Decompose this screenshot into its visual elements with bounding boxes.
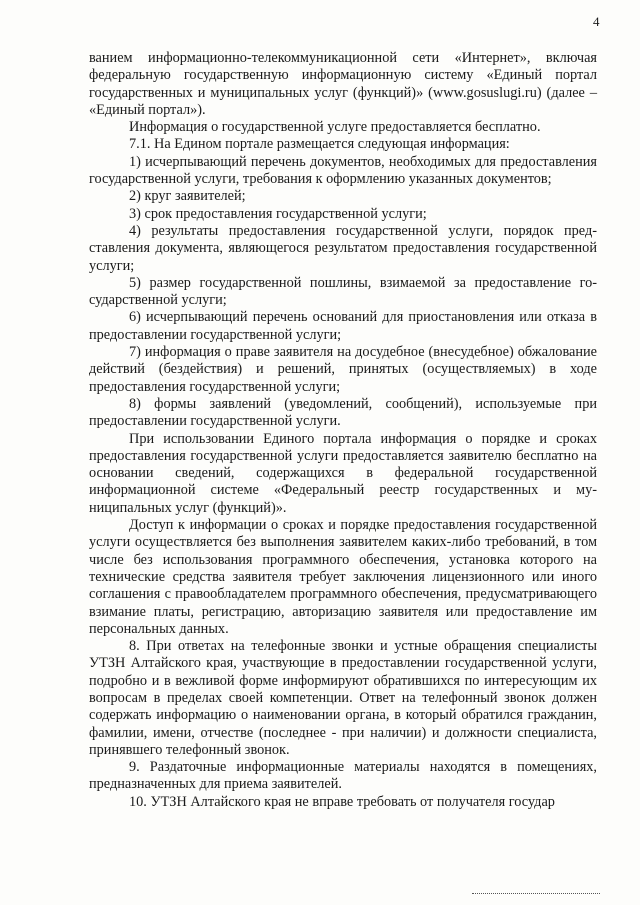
paragraph-10: 10. УТЗН Алтайского края не вправе требовать от получателя государ	[129, 793, 555, 810]
list-item-8: 8) формы заявлений (уведомлений, сообщений), используемые при предоставлении государственной услуги.	[89, 395, 597, 430]
list-item-6: 6) исчерпывающий перечень оснований для приостановления или отказа в предоставлении государственной услуги;	[89, 309, 597, 343]
paragraph-access: Доступ к информации о сроках и порядке предоставления государственной услуги осуществляется без выполнения заявителем каких-либо требований, в том числе без использования программного обеспечения, установка которого на технические средства заявителя требует заключения лицензионного или иного соглашения с правообладателем программного обеспечения, предусматривающего взимание платы, регистрацию, авторизацию заявителя или предоставление им персональных данных.	[89, 517, 597, 637]
list-item-1: 1) исчерпывающий перечень документов, необходимых для предоставления государственной услуги, требования к оформлению указанных документов;	[89, 153, 597, 188]
list-item-5: 5) размер государственной пошлины, взимаемой за предоставление государственной услуги;	[89, 274, 597, 309]
paragraph-8: 8. При ответах на телефонные звонки и устные обращения специалисты УТЗН Алтайского края, участвующие в предоставлении государственной услуги, подробно и в вежливой форме информируют обратившихся по интересующим их вопросам в пределах своей компетенции. Ответ на телефонный звонок должен содержать информацию о наименовании органа, в который обратился гражданин, фамилии, имени, отчестве (последнее - при наличии) и должности специалиста, принявшего телефонный звонок.	[89, 638, 597, 758]
document-body	[89, 50, 597, 811]
paragraph-continuation: ванием информационно-телекоммуникационной сети «Интернет», включая федеральную государственную информационную систему «Единый портал государственных и муниципальных услуг (функций)» (www.gosuslugi.ru) (далее – «Единый портал»).	[89, 50, 597, 118]
list-item-3: 3) срок предоставления государственной услуги;	[129, 205, 427, 222]
paragraph-7-1: 7.1. На Едином портале размещается следующая информация:	[129, 136, 510, 153]
list-item-2: 2) круг заявителей;	[129, 188, 246, 205]
footer-divider	[472, 893, 600, 894]
page-number: 4	[593, 14, 600, 29]
paragraph-portal-usage: При использовании Единого портала информация о порядке и сроках предоставления государственной услуги предоставляется заявителю бесплатно на основании сведений, содержащихся в федеральной государственной информационной системе «Федеральный реестр государственных и муниципальных услуг (функций)».	[89, 430, 597, 516]
list-item-4: 4) результаты предоставления государственной услуги, порядок представления документа, являющегося результатом предоставления государственной услуги;	[89, 222, 597, 274]
paragraph-9: 9. Раздаточные информационные материалы находятся в помещениях, предназначенных для приема заявителей.	[89, 759, 597, 793]
list-item-7: 7) информация о праве заявителя на досудебное (внесудебное) обжалование действий (бездействия) и решений, принятых (осуществляемых) в ходе предоставления государственной услуги;	[89, 344, 597, 395]
paragraph-free-info: Информация о государственной услуге предоставляется бесплатно.	[129, 119, 541, 136]
